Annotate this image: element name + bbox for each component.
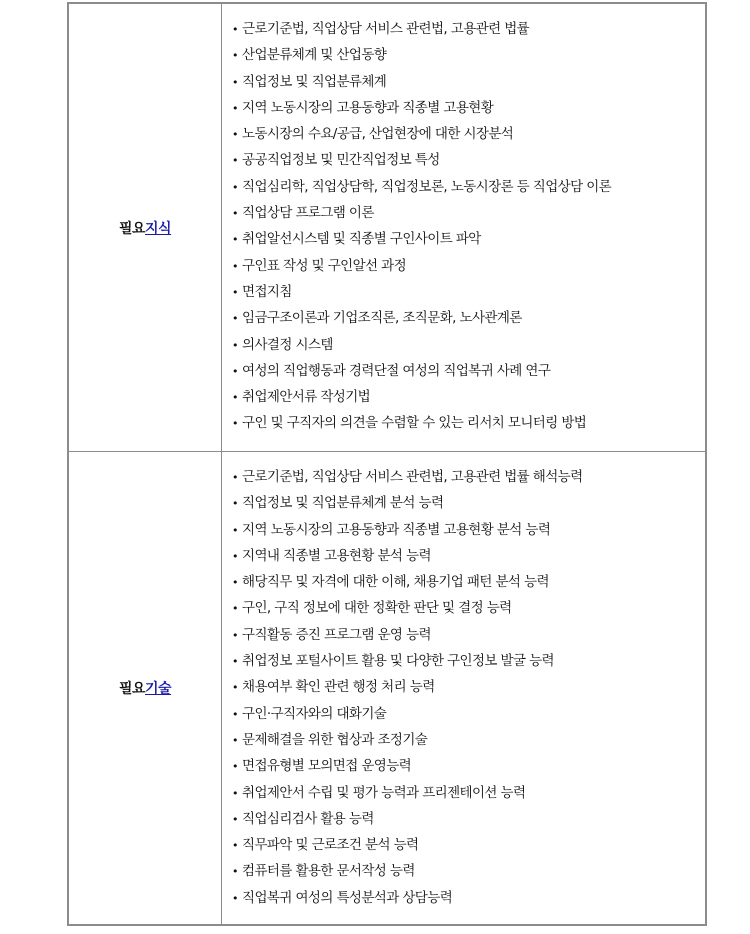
bullet-icon: • <box>232 285 238 299</box>
bullet-icon: • <box>232 49 238 63</box>
knowledge-item-text: 취업제안서류 작성기법 <box>242 389 371 406</box>
skill-item-text: 컴퓨터를 활용한 문서작성 능력 <box>242 863 415 880</box>
competency-table <box>67 2 707 926</box>
knowledge-heading <box>119 218 171 238</box>
skill-list-item <box>232 517 583 543</box>
skill-list-item <box>232 674 583 700</box>
knowledge-list-item <box>232 279 611 305</box>
skill-heading-prefix: 필요 <box>118 681 145 697</box>
skill-list-item <box>232 464 583 490</box>
skill-item-text: 직업심리검사 활용 능력 <box>242 810 374 827</box>
skill-list-item <box>232 806 583 832</box>
knowledge-list-item <box>232 121 611 147</box>
knowledge-item-text: 직업정보 및 직업분류체계 <box>242 73 387 90</box>
skill-list-item <box>232 622 583 648</box>
bullet-icon: • <box>232 891 238 905</box>
knowledge-item-text: 여성의 직업행동과 경력단절 여성의 직업복귀 사례 연구 <box>242 362 551 379</box>
knowledge-list-item <box>232 95 611 121</box>
bullet-icon: • <box>232 417 238 431</box>
knowledge-heading-prefix: 필요 <box>118 220 145 237</box>
skill-item-text: 해당직무 및 자격에 대한 이해, 채용기업 패턴 분석 능력 <box>242 574 549 591</box>
bullet-icon: • <box>232 101 238 115</box>
skill-list-item <box>232 753 583 779</box>
skill-item-text: 구인·구직자와의 대화기술 <box>242 705 387 722</box>
bullet-icon: • <box>232 549 238 563</box>
skill-list-item <box>232 858 583 884</box>
knowledge-list-item <box>232 174 611 200</box>
bullet-icon: • <box>232 707 238 721</box>
knowledge-item-text: 지역 노동시장의 고용동향과 직종별 고용현황 <box>242 99 494 116</box>
knowledge-item-text: 구인표 작성 및 구인알선 과정 <box>242 257 407 274</box>
bullet-icon: • <box>232 839 238 853</box>
bullet-icon: • <box>232 760 238 774</box>
knowledge-list-item <box>232 358 611 384</box>
skill-content-cell <box>222 452 705 924</box>
skill-heading-cell <box>69 452 222 924</box>
knowledge-item-text: 직업상담 프로그램 이론 <box>242 205 374 222</box>
knowledge-item-text: 임금구조이론과 기업조직론, 조직문화, 노사관계론 <box>242 310 522 327</box>
bullet-icon: • <box>232 812 238 826</box>
bullet-icon: • <box>232 786 238 800</box>
skill-item-text: 지역내 직종별 고용현황 분석 능력 <box>242 547 431 564</box>
skill-list-item <box>232 569 583 595</box>
skill-list <box>232 464 583 911</box>
knowledge-item-text: 면접지침 <box>242 283 292 300</box>
bullet-icon: • <box>232 628 238 642</box>
bullet-icon: • <box>232 655 238 669</box>
skill-list-item <box>232 832 583 858</box>
skill-row <box>69 452 705 924</box>
skill-item-text: 지역 노동시장의 고용동향과 직종별 고용현황 분석 능력 <box>242 521 551 538</box>
skill-item-text: 문제해결을 위한 협상과 조정기술 <box>242 731 428 748</box>
skill-list-item <box>232 780 583 806</box>
knowledge-list-item <box>232 147 611 173</box>
bullet-icon: • <box>232 865 238 879</box>
skill-item-text: 근로기준법, 직업상담 서비스 관련법, 고용관련 법률 해석능력 <box>242 469 583 485</box>
skill-list-item <box>232 543 583 569</box>
bullet-icon: • <box>232 497 238 511</box>
knowledge-item-text: 노동시장의 수요/공급, 산업현장에 대한 시장분석 <box>242 126 514 143</box>
bullet-icon: • <box>232 681 238 695</box>
skill-list-item <box>232 595 583 621</box>
knowledge-list-item <box>232 410 611 436</box>
bullet-icon: • <box>232 576 238 590</box>
skill-item-text: 구인, 구직 정보에 대한 정확한 판단 및 결정 능력 <box>242 600 512 617</box>
bullet-icon: • <box>232 23 238 36</box>
skill-list-item <box>232 885 583 911</box>
knowledge-list-item <box>232 253 611 279</box>
skill-list-item <box>232 490 583 516</box>
bullet-icon: • <box>232 128 238 142</box>
skill-item-text: 직업복귀 여성의 특성분석과 상담능력 <box>242 889 453 906</box>
skill-item-text: 취업제안서 수립 및 평가 능력과 프리젠테이션 능력 <box>242 784 526 801</box>
bullet-icon: • <box>232 523 238 537</box>
skill-list-item <box>232 727 583 753</box>
knowledge-heading-link[interactable]: 지식 <box>145 220 172 237</box>
knowledge-item-text: 산업분류체계 및 산업동향 <box>242 47 387 64</box>
bullet-icon: • <box>232 471 238 484</box>
skill-heading <box>119 678 171 698</box>
knowledge-list-item <box>232 305 611 331</box>
bullet-icon: • <box>232 75 238 89</box>
knowledge-item-text: 구인 및 구직자의 의견을 수렴할 수 있는 리서치 모니터링 방법 <box>242 415 587 432</box>
bullet-icon: • <box>232 180 238 194</box>
knowledge-list-item <box>232 384 611 410</box>
bullet-icon: • <box>232 207 238 221</box>
skill-item-text: 직무파악 및 근로조건 분석 능력 <box>242 837 419 854</box>
bullet-icon: • <box>232 338 238 352</box>
bullet-icon: • <box>232 602 238 616</box>
bullet-icon: • <box>232 312 238 326</box>
knowledge-list-item <box>232 332 611 358</box>
knowledge-item-text: 직업심리학, 직업상담학, 직업정보론, 노동시장론 등 직업상담 이론 <box>242 178 612 195</box>
knowledge-list-item <box>232 16 611 42</box>
bullet-icon: • <box>232 233 238 247</box>
knowledge-list <box>232 16 611 437</box>
knowledge-item-text: 취업알선시스템 및 직종별 구인사이트 파악 <box>242 231 481 248</box>
knowledge-item-text: 근로기준법, 직업상담 서비스 관련법, 고용관련 법률 <box>242 21 530 37</box>
skill-item-text: 구직활동 증진 프로그램 운영 능력 <box>242 626 431 643</box>
bullet-icon: • <box>232 733 238 747</box>
knowledge-list-item <box>232 200 611 226</box>
bullet-icon: • <box>232 259 238 273</box>
bullet-icon: • <box>232 154 238 168</box>
knowledge-item-text: 공공직업정보 및 민간직업정보 특성 <box>242 152 440 169</box>
knowledge-list-item <box>232 226 611 252</box>
skill-item-text: 채용여부 확인 관련 행정 처리 능력 <box>242 679 435 696</box>
skill-item-text: 취업정보 포털사이트 활용 및 다양한 구인정보 발굴 능력 <box>242 653 554 670</box>
bullet-icon: • <box>232 364 238 378</box>
knowledge-list-item <box>232 42 611 68</box>
knowledge-item-text: 의사결정 시스템 <box>242 336 333 353</box>
knowledge-row <box>69 4 705 452</box>
skill-item-text: 면접유형별 모의면접 운영능력 <box>242 758 412 775</box>
knowledge-list-item <box>232 69 611 95</box>
skill-heading-link[interactable]: 기술 <box>145 681 172 697</box>
skill-list-item <box>232 701 583 727</box>
skill-item-text: 직업정보 및 직업분류체계 분석 능력 <box>242 495 444 512</box>
knowledge-content-cell <box>222 4 705 451</box>
bullet-icon: • <box>232 391 238 405</box>
skill-list-item <box>232 648 583 674</box>
knowledge-heading-cell <box>69 4 222 451</box>
